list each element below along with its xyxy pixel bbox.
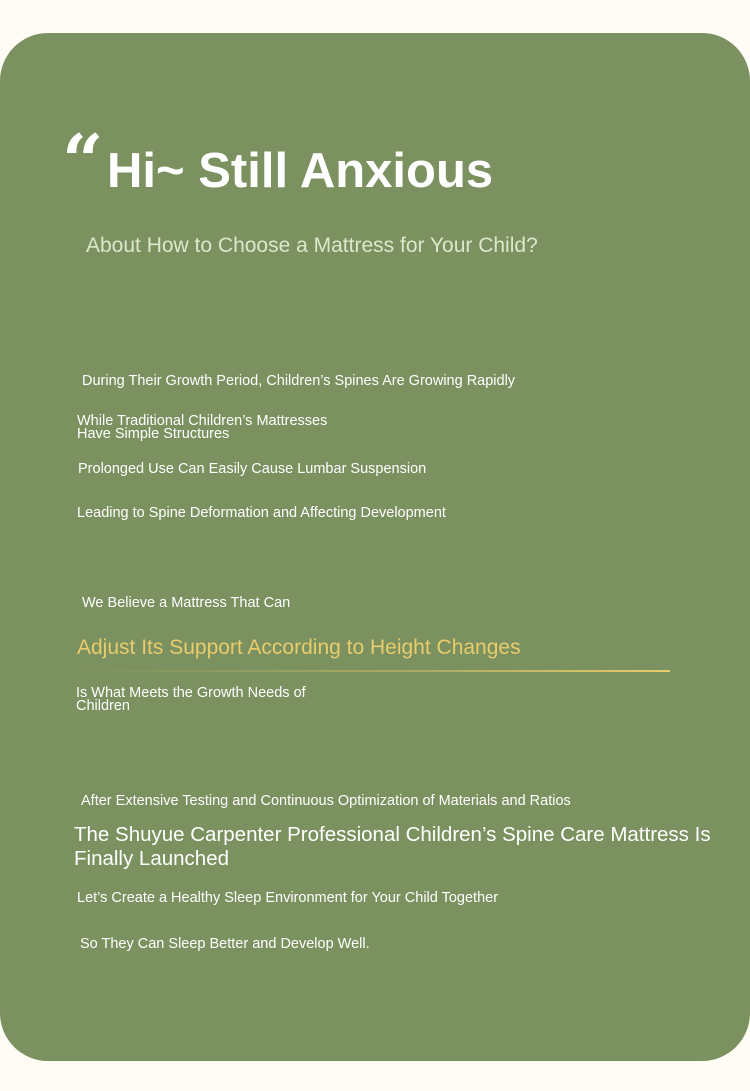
- problem-line-4: Leading to Spine Deformation and Affecting Development: [77, 505, 446, 521]
- belief-line-b: Children: [76, 698, 130, 714]
- launch-intro: After Extensive Testing and Continuous Optimization of Materials and Ratios: [81, 793, 571, 809]
- launch-line-1: Let’s Create a Healthy Sleep Environment for Your Child Together: [77, 890, 499, 906]
- problem-line-1: During Their Growth Period, Children’s Spines Are Growing Rapidly: [82, 373, 516, 389]
- belief-intro: We Believe a Mattress That Can: [82, 595, 291, 611]
- page-title: Hi~ Still Anxious: [107, 144, 494, 198]
- highlight-underline: [80, 670, 670, 672]
- page-subtitle: About How to Choose a Mattress for Your Child?: [86, 234, 538, 257]
- problem-line-2a: While Traditional Children’s Mattresses: [77, 413, 328, 429]
- problem-line-3: Prolonged Use Can Easily Cause Lumbar Suspension: [78, 461, 427, 477]
- problem-line-2b: Have Simple Structures: [77, 426, 230, 442]
- belief-highlight: Adjust Its Support According to Height Changes: [77, 636, 521, 659]
- launch-headline: The Shuyue Carpenter Professional Children’s Spine Care Mattress Is Finally Launched: [74, 823, 711, 870]
- content-card: [0, 33, 750, 1061]
- quote-mark-icon: “: [62, 118, 104, 203]
- belief-line-a: Is What Meets the Growth Needs of: [76, 685, 306, 701]
- launch-line-2: So They Can Sleep Better and Develop Well.: [80, 936, 370, 952]
